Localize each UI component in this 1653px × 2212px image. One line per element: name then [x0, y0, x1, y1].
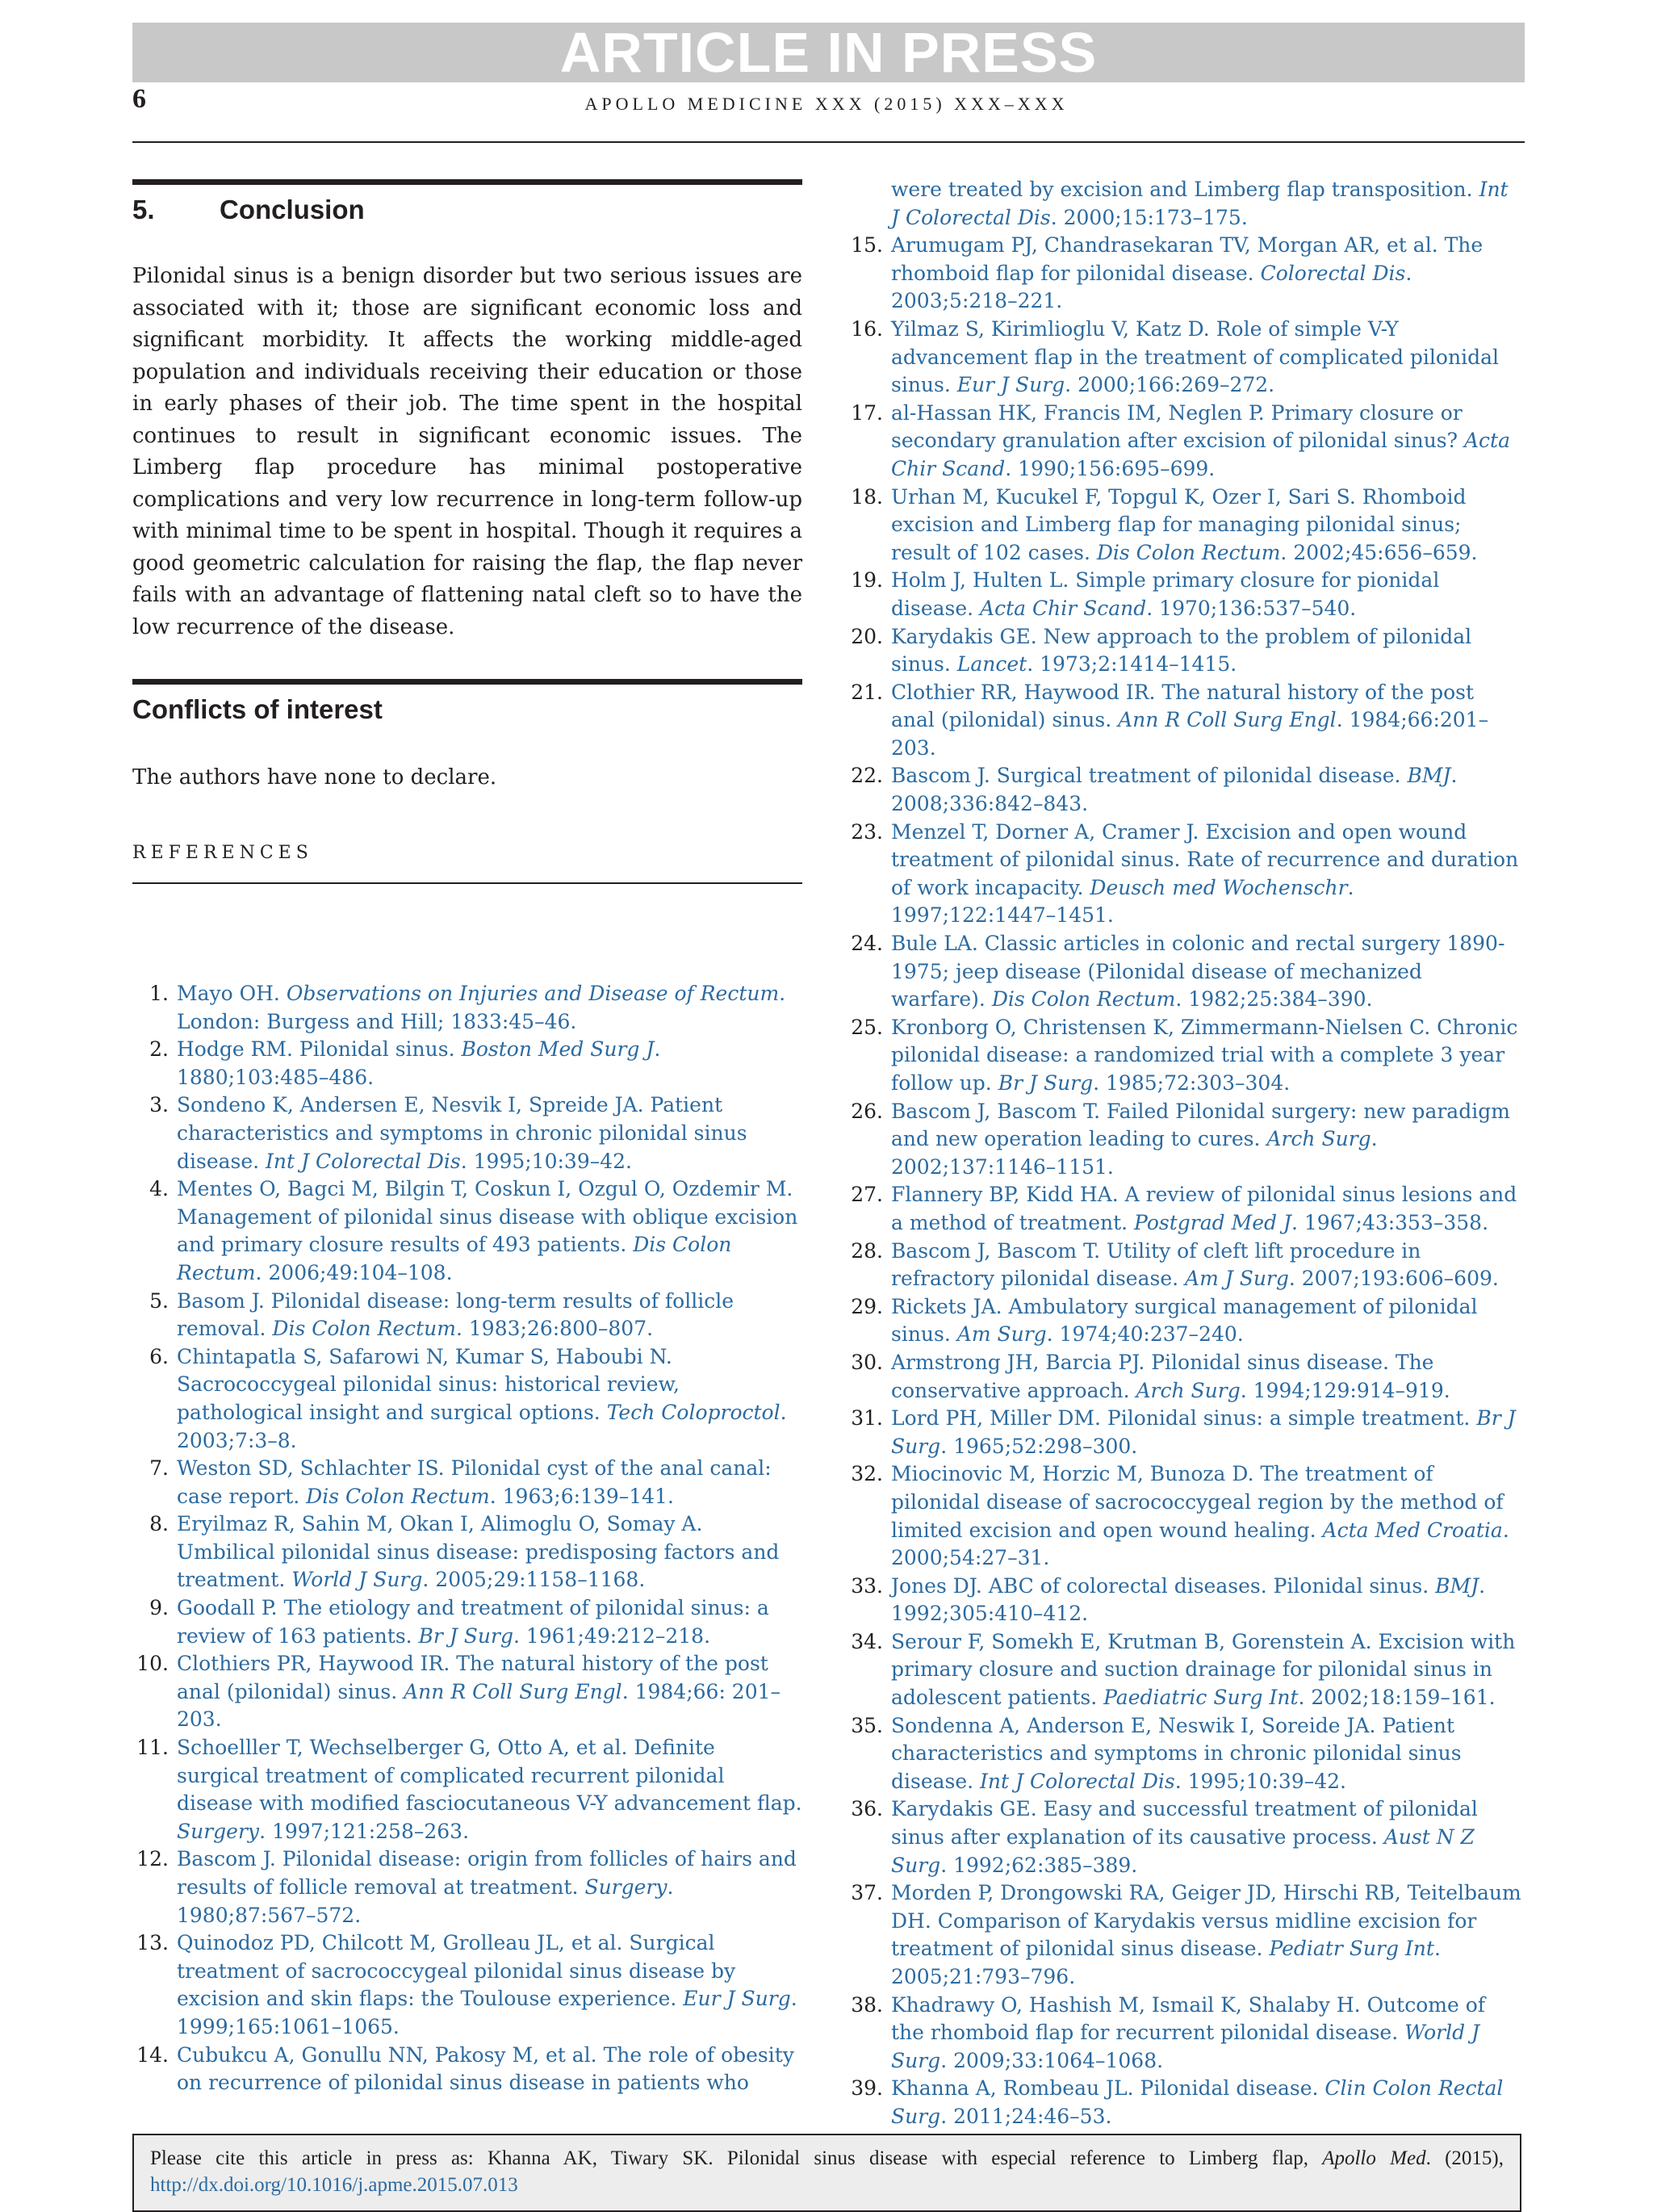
reference-authors-title: Holm J, Hulten L. Simple primary closure for pionidal disease. — [891, 568, 1440, 620]
reference-journal: Br J Surg — [418, 1623, 513, 1648]
reference-journal: Observations on Injuries and Disease of Rectum — [286, 982, 780, 1005]
reference-item[interactable] — [844, 567, 1522, 622]
conclusion-heading — [132, 195, 802, 225]
reference-details: . 1980;87:567–572. — [177, 1875, 674, 1927]
reference-details: . 1973;2:1414–1415. — [1027, 652, 1237, 677]
reference-number: 31. — [851, 1406, 883, 1431]
reference-authors-title: Armstrong JH, Barcia PJ. Pilonidal sinus disease. The conservative approach. — [891, 1350, 1434, 1402]
reference-journal: Ann R Coll Surg Engl — [1118, 708, 1337, 732]
reference-number: 18. — [851, 484, 883, 509]
reference-journal: Br J Surg — [998, 1071, 1094, 1095]
reference-item[interactable] — [844, 1181, 1522, 1237]
reference-authors-title: Clothiers PR, Haywood IR. The natural history of the post anal (pilonidal) sinus. — [177, 1652, 768, 1703]
reference-authors-title: Hodge RM. Pilonidal sinus. — [177, 1037, 462, 1062]
reference-journal: Dis Colon Rectum — [272, 1317, 456, 1341]
reference-details: . 1990;156:695–699. — [1005, 456, 1216, 480]
reference-authors-title: Khanna A, Rombeau JL. Pilonidal disease. — [891, 2076, 1325, 2101]
reference-journal: Am Surg — [956, 1322, 1047, 1347]
reference-text — [891, 1181, 1522, 1237]
section-title: Conclusion — [220, 195, 365, 224]
reference-authors-title: Sondenna A, Anderson E, Neswik I, Soreide JA. Patient characteristics and symptoms in chronic pilonidal sinus disease. — [891, 1713, 1462, 1793]
reference-item[interactable] — [844, 762, 1522, 818]
reference-text — [177, 1091, 802, 1175]
reference-item[interactable] — [844, 1405, 1522, 1460]
reference-authors-title: Miocinovic M, Horzic M, Bunoza D. The treatment of pilonidal disease of sacrococcygeal region by the method of limited excision and open wound healing. — [891, 1462, 1504, 1542]
reference-authors-title: Mentes O, Bagci M, Bilgin T, Coskun I, Ozgul O, Ozdemir M. Management of pilonidal sinus disease with oblique excision and primary closure results of 493 patients. — [177, 1177, 798, 1257]
reference-journal: Lancet — [956, 652, 1027, 677]
reference-details: . 1992;62:385–389. — [940, 1853, 1138, 1877]
reference-text — [891, 2075, 1522, 2130]
reference-journal: Dis Colon Rectum — [306, 1484, 490, 1508]
reference-authors-title: Schoelller T, Wechselberger G, Otto A, et al. Definite surgical treatment of complicated recurrent pilonidal disease with modified fasciocutaneous V-Y advancement flap. — [177, 1736, 802, 1816]
reference-text — [891, 819, 1522, 930]
reference-item[interactable] — [844, 232, 1522, 316]
reference-text — [891, 679, 1522, 763]
reference-authors-title: Cubukcu A, Gonullu NN, Pakosy M, et al. The role of obesity on recurrence of pilonidal sinus disease in patients who — [177, 2042, 794, 2095]
reference-details: . 1984;66:201–203. — [891, 708, 1489, 760]
reference-authors-title: Bule LA. Classic articles in colonic and rectal surgery 1890-1975; jeep disease (Pilonidal disease of mechanized warfare). — [891, 932, 1505, 1012]
reference-authors-title: al-Hassan HK, Francis IM, Neglen P. Primary closure or secondary granulation after excision of pilonidal sinus? — [891, 400, 1464, 453]
reference-details: . 1995;10:39–42. — [460, 1149, 632, 1173]
reference-authors-title: Mayo OH. — [177, 982, 287, 1005]
reference-item[interactable] — [132, 1091, 802, 1175]
reference-text — [177, 1455, 802, 1510]
reference-text — [891, 623, 1522, 679]
reference-text — [177, 1175, 802, 1287]
reference-item[interactable] — [844, 679, 1522, 763]
reference-details: . 1982;25:384–390. — [1175, 987, 1373, 1012]
reference-details: . 2000;54:27–31. — [891, 1518, 1509, 1570]
reference-number: 33. — [851, 1573, 883, 1598]
reference-authors-title: Bascom J. Pilonidal disease: origin from follicles of hairs and results of follicle removal at treatment. — [177, 1847, 797, 1899]
reference-authors-title: Serour F, Somekh E, Krutman B, Gorenstein A. Excision with primary closure and suction drainage for pilonidal sinus in adolescent patients. — [891, 1629, 1516, 1710]
reference-journal: Tech Coloproctol — [606, 1400, 780, 1424]
reference-number: 23. — [851, 819, 883, 844]
reference-text — [891, 1238, 1522, 1293]
reference-item[interactable] — [844, 484, 1522, 568]
reference-text — [891, 762, 1522, 818]
reference-authors-title: Sondeno K, Andersen E, Nesvik I, Spreide JA. Patient characteristics and symptoms in chronic pilonidal sinus disease. — [177, 1093, 747, 1173]
reference-authors-title: Chintapatla S, Safarowi N, Kumar S, Haboubi N. Sacrococcygeal pilonidal sinus: historical review, pathological insight and surgical options. — [177, 1344, 680, 1424]
reference-details: . 2005;21:793–796. — [891, 1937, 1441, 1988]
reference-details: . 2002;137:1146–1151. — [891, 1127, 1378, 1179]
reference-authors-title: Weston SD, Schlachter IS. Pilonidal cyst of the anal canal: case report. — [177, 1456, 772, 1508]
reference-authors-title: Yilmaz S, Kirimlioglu V, Katz D. Role of simple V-Y advancement flap in the treatment of complicated pilonidal sinus. — [891, 316, 1499, 397]
reference-number: 28. — [851, 1238, 883, 1263]
reference-authors-title: Urhan M, Kucukel F, Topgul K, Ozer I, Sari S. Rhomboid excision and Limberg flap for managing pilonidal sinus; result of 102 cases. — [891, 484, 1467, 564]
reference-number: 20. — [851, 624, 883, 648]
reference-journal: Eur J Surg — [683, 1987, 791, 2011]
reference-number: 26. — [851, 1099, 883, 1123]
reference-text — [177, 1288, 802, 1343]
reference-number: 34. — [851, 1629, 883, 1653]
reference-authors-title: Karydakis GE. New approach to the problem of pilonidal sinus. — [891, 624, 1472, 677]
reference-text — [891, 232, 1522, 316]
reference-number: 7. — [149, 1456, 169, 1481]
reference-item[interactable] — [132, 1455, 802, 1510]
reference-number: 1. — [149, 982, 169, 1005]
reference-text — [891, 400, 1522, 484]
reference-authors-title: Khadrawy O, Hashish M, Ismail K, Shalaby H. Outcome of the rhomboid flap for recurrent pilonidal disease. — [891, 1992, 1486, 2045]
reference-details: . 2003;7:3–8. — [177, 1400, 787, 1452]
reference-number: 39. — [851, 2076, 883, 2101]
reference-journal: World J Surg — [291, 1568, 423, 1592]
reference-item[interactable] — [844, 1879, 1522, 1991]
reference-details: . 1961;49:212–218. — [513, 1623, 711, 1648]
conflicts-paragraph: The authors have none to declare. — [132, 765, 497, 790]
reference-details: . 1967;43:353–358. — [1291, 1210, 1489, 1234]
reference-text — [177, 1343, 802, 1455]
reference-details: . 1999;165:1061–1065. — [177, 1987, 797, 2038]
references-list-left — [132, 980, 802, 2097]
reference-number: 14. — [136, 2042, 169, 2067]
reference-text — [891, 1460, 1522, 1572]
reference-text — [891, 1293, 1522, 1349]
reference-item[interactable] — [132, 1594, 802, 1650]
left-column — [132, 179, 802, 884]
reference-item[interactable] — [132, 1650, 802, 1734]
reference-number: 12. — [136, 1847, 169, 1871]
reference-item[interactable] — [132, 1929, 802, 2041]
reference-journal: Eur J Surg — [956, 373, 1065, 397]
reference-journal: Acta Chir Scand — [891, 429, 1510, 480]
reference-item[interactable] — [844, 1014, 1522, 1098]
references-rule — [132, 882, 802, 884]
reference-text — [177, 980, 802, 1036]
reference-journal: Paediatric Surg Int — [1103, 1686, 1299, 1710]
reference-journal: BMJ — [1407, 764, 1451, 788]
reference-item[interactable] — [132, 1343, 802, 1455]
reference-details: . 1974;40:237–240. — [1046, 1322, 1244, 1347]
reference-item[interactable] — [844, 1628, 1522, 1712]
reference-journal: Pediatr Surg Int — [1269, 1937, 1434, 1961]
reference-journal: Int J Colorectal Dis — [266, 1149, 461, 1173]
reference-number: 36. — [851, 1797, 883, 1821]
reference-text — [891, 1795, 1522, 1879]
reference-text — [891, 1992, 1522, 2076]
reference-journal: Acta Med Croatia — [1322, 1518, 1503, 1542]
reference-item[interactable] — [132, 1845, 802, 1929]
reference-text — [891, 1628, 1522, 1712]
reference-text — [891, 1405, 1522, 1460]
section-number: 5. — [132, 195, 155, 224]
reference-text — [891, 1573, 1522, 1628]
reference-number: 21. — [851, 680, 883, 704]
reference-number: 24. — [851, 932, 883, 956]
section-rule — [132, 179, 802, 185]
reference-authors-title: Morden P, Drongowski RA, Geiger JD, Hirschi RB, Teitelbaum DH. Comparison of Karydakis versus midline excision for treatment of pilonidal sinus disease. — [891, 1881, 1521, 1961]
reference-details: . 2002;18:159–161. — [1298, 1686, 1496, 1710]
reference-item[interactable] — [844, 1795, 1522, 1879]
reference-text — [891, 1712, 1522, 1796]
reference-14-continuation[interactable]: were treated by excision and Limberg flap transposition. Int J Colorectal Dis. 2000;15:173–175. — [891, 178, 1509, 229]
reference-details: . 1983;26:800–807. — [456, 1317, 654, 1341]
reference-journal: Clin Colon Rectal Surg — [891, 2076, 1504, 2128]
reference-authors-title: Lord PH, Miller DM. Pilonidal sinus: a simple treatment. — [891, 1406, 1477, 1431]
reference-number: 30. — [851, 1350, 883, 1374]
reference-number: 27. — [851, 1183, 883, 1207]
reference-authors-title: Eryilmaz R, Sahin M, Okan I, Alimoglu O, Somay A. Umbilical pilonidal sinus disease: predisposing factors and treatment. — [177, 1512, 780, 1592]
reference-details: . 2008;336:842–843. — [891, 764, 1458, 816]
reference-item[interactable] — [132, 1036, 802, 1091]
page-number: 6 — [132, 84, 146, 114]
reference-text — [891, 1349, 1522, 1405]
reference-details: . 2007;193:606–609. — [1288, 1267, 1499, 1291]
reference-details: . 2006;49:104–108. — [255, 1260, 453, 1284]
reference-authors-title: Arumugam PJ, Chandrasekaran TV, Morgan AR, et al. The rhomboid flap for pilonidal disease. — [891, 233, 1484, 285]
doi-link[interactable]: http://dx.doi.org/10.1016/j.apme.2015.07.013 — [150, 2174, 518, 2196]
reference-details: . 1984;66: 201–203. — [177, 1679, 781, 1732]
reference-number: 15. — [851, 233, 883, 258]
reference-item[interactable] — [844, 1349, 1522, 1405]
reference-journal: Colorectal Dis — [1260, 261, 1406, 285]
reference-journal: Postgrad Med J — [1134, 1210, 1291, 1234]
reference-details: . 2005;29:1158–1168. — [422, 1568, 646, 1592]
reference-text — [891, 567, 1522, 622]
citation-box: Please cite this article in press as: Khanna AK, Tiwary SK. Pilonidal sinus disease with especial reference to Limberg flap, Apollo Med. (2015), http://dx.doi.org/10.1016/j.apme.2015.07.013 — [132, 2134, 1521, 2212]
conclusion-paragraph: Pilonidal sinus is a benign disorder but two serious issues are associated with it; those are significant economic loss and significant morbidity. It affects the working middle-aged population and individuals receiving their education or those in early phases of their job. The time spent in the hospital continues to result in significant economic issues. The Limberg flap procedure has minimal postoperative complications and very low recurrence in long-term follow-up with minimal time to be spent in hospital. Though it requires a good geometric calculation for raising the flap, the flap never fails with an advantage of flattening natal cleft so to have the low recurrence of the disease. — [132, 264, 802, 639]
reference-authors-title: Jones DJ. ABC of colorectal diseases. Pilonidal sinus. — [891, 1573, 1436, 1598]
reference-journal: Aust N Z Surg — [891, 1825, 1475, 1877]
reference-details: . 2000;166:269–272. — [1065, 373, 1275, 397]
reference-details: . 1985;72:303–304. — [1093, 1071, 1291, 1095]
references-list-right — [844, 176, 1522, 2131]
reference-number: 17. — [851, 400, 883, 425]
reference-text — [177, 1650, 802, 1734]
reference-authors-title: Bascom J, Bascom T. Utility of cleft lift procedure in refractory pilonidal disease. — [891, 1238, 1421, 1291]
reference-journal: Dis Colon Rectum — [1096, 540, 1281, 564]
reference-text — [891, 930, 1522, 1014]
reference-item[interactable] — [844, 1098, 1522, 1182]
reference-details: . 1995;10:39–42. — [1174, 1769, 1346, 1793]
reference-details: . 1997;122:1447–1451. — [891, 875, 1354, 928]
reference-item[interactable] — [132, 1175, 802, 1287]
reference-item[interactable] — [844, 930, 1522, 1014]
reference-authors-title: Goodall P. The etiology and treatment of pilonidal sinus: a review of 163 patients. — [177, 1596, 769, 1648]
header-divider — [132, 141, 1525, 143]
article-in-press-banner: ARTICLE IN PRESS — [132, 23, 1525, 82]
reference-authors-title: Rickets JA. Ambulatory surgical management of pilonidal sinus. — [891, 1294, 1478, 1347]
reference-authors-title: Quinodoz PD, Chilcott M, Grolleau JL, et al. Surgical treatment of sacrococcygeal pilonidal sinus disease by excision and skin flaps: the Toulouse experience. — [177, 1931, 736, 2011]
reference-journal: Arch Surg — [1136, 1378, 1241, 1402]
reference-journal: Dis Colon Rectum — [177, 1233, 732, 1284]
reference-number: 13. — [136, 1931, 169, 1955]
reference-item[interactable] — [132, 1288, 802, 1343]
reference-text — [177, 1036, 802, 1091]
reference-number: 4. — [149, 1177, 169, 1201]
reference-authors-title: Basom J. Pilonidal disease: long-term results of follicle removal. — [177, 1288, 734, 1341]
reference-details: . 2003;5:218–221. — [891, 261, 1412, 313]
reference-journal: Br J Surg — [891, 1406, 1516, 1458]
reference-journal: World J Surg — [891, 2021, 1480, 2072]
reference-item[interactable] — [844, 623, 1522, 679]
reference-authors-title: Clothier RR, Haywood IR. The natural history of the post anal (pilonidal) sinus. — [891, 680, 1475, 732]
reference-number: 37. — [851, 1881, 883, 1905]
reference-text — [177, 1929, 802, 2041]
reference-details: . 1992;305:410–412. — [891, 1573, 1486, 1626]
reference-journal: Ann R Coll Surg Engl — [404, 1679, 622, 1703]
section-rule — [132, 679, 802, 685]
reference-details: . 1965;52:298–300. — [940, 1434, 1138, 1458]
reference-authors-title: Kronborg O, Christensen K, Zimmermann-Nielsen C. Chronic pilonidal disease: a randomized trial with a complete 3 year follow up. — [891, 1015, 1518, 1095]
reference-item[interactable] — [132, 980, 802, 1036]
reference-text — [891, 1098, 1522, 1182]
reference-item[interactable] — [844, 819, 1522, 930]
reference-authors-title: Flannery BP, Kidd HA. A review of pilonidal sinus lesions and a method of treatment. — [891, 1183, 1517, 1234]
reference-item[interactable] — [132, 1510, 802, 1594]
reference-number: 11. — [136, 1736, 169, 1760]
reference-journal: Dis Colon Rectum — [991, 987, 1176, 1012]
reference-number: 8. — [149, 1512, 169, 1536]
reference-text — [891, 484, 1522, 568]
reference-text — [891, 316, 1522, 400]
reference-text — [177, 1594, 802, 1650]
conflicts-heading: Conflicts of interest — [132, 694, 383, 724]
reference-journal: Deusch med Wochenschr — [1090, 875, 1348, 899]
reference-number: 6. — [149, 1344, 169, 1368]
reference-authors-title: Karydakis GE. Easy and successful treatment of pilonidal sinus after explanation of its causative process. — [891, 1797, 1478, 1850]
reference-item[interactable] — [844, 400, 1522, 484]
reference-number: 32. — [851, 1462, 883, 1486]
reference-details: . 1963;6:139–141. — [489, 1484, 674, 1508]
reference-text — [177, 2042, 802, 2097]
references-heading: REFERENCES — [132, 842, 313, 863]
reference-number: 22. — [851, 764, 883, 788]
reference-details: . 1970;136:537–540. — [1146, 596, 1357, 620]
reference-item[interactable] — [844, 2075, 1522, 2130]
reference-details: . 2009;33:1064–1068. — [940, 2048, 1164, 2072]
reference-number: 2. — [149, 1037, 169, 1062]
reference-number: 16. — [851, 316, 883, 341]
reference-details: . 1994;129:914–919. — [1240, 1378, 1450, 1402]
reference-text — [891, 1014, 1522, 1098]
reference-number: 3. — [149, 1093, 169, 1117]
reference-journal: Surgery — [177, 1819, 260, 1843]
reference-text — [177, 1510, 802, 1594]
reference-number: 38. — [851, 1992, 883, 2017]
reference-number: 19. — [851, 568, 883, 593]
reference-number: 5. — [149, 1288, 169, 1313]
reference-authors-title: Bascom J, Bascom T. Failed Pilonidal surgery: new paradigm and new operation leading to cures. — [891, 1099, 1510, 1151]
reference-item[interactable] — [844, 1712, 1522, 1796]
reference-number: 29. — [851, 1294, 883, 1318]
reference-authors-title: Menzel T, Dorner A, Cramer J. Excision and open wound treatment of pilonidal sinus. Rate of recurrence and duration of work incapacity. — [891, 819, 1519, 899]
references-right-items — [844, 232, 1522, 2130]
reference-item[interactable] — [844, 1238, 1522, 1293]
reference-journal: BMJ — [1435, 1573, 1479, 1598]
reference-item[interactable] — [132, 1734, 802, 1845]
reference-details: . London: Burgess and Hill; 1833:45–46. — [177, 982, 786, 1033]
reference-item[interactable] — [844, 1293, 1522, 1349]
reference-journal: Acta Chir Scand — [980, 596, 1147, 620]
reference-details: . 1997;121:258–263. — [259, 1819, 470, 1843]
journal-running-head: APOLLO MEDICINE XXX (2015) XXX–XXX — [584, 94, 1069, 114]
reference-details: . 1880;103:485–486. — [177, 1037, 661, 1089]
reference-journal: Boston Med Surg J — [461, 1037, 655, 1062]
reference-item[interactable] — [844, 1460, 1522, 1572]
reference-journal: Surgery — [584, 1875, 667, 1899]
reference-item[interactable] — [844, 1992, 1522, 2076]
reference-text — [177, 1845, 802, 1929]
reference-number: 10. — [136, 1652, 169, 1676]
reference-item[interactable] — [844, 316, 1522, 400]
reference-journal: Int J Colorectal Dis — [980, 1769, 1175, 1793]
reference-item[interactable] — [132, 2042, 802, 2097]
reference-details: . 2002;45:656–659. — [1280, 540, 1478, 564]
reference-text — [177, 1734, 802, 1845]
reference-journal: Arch Surg — [1266, 1127, 1371, 1151]
reference-details: . 2011;24:46–53. — [940, 2104, 1112, 2128]
reference-text — [891, 1879, 1522, 1991]
reference-item[interactable] — [844, 1573, 1522, 1628]
reference-journal: Am J Surg — [1185, 1267, 1289, 1291]
reference-number: 35. — [851, 1713, 883, 1737]
reference-number: 25. — [851, 1015, 883, 1039]
reference-number: 9. — [149, 1596, 169, 1620]
reference-authors-title: Bascom J. Surgical treatment of pilonidal disease. — [891, 764, 1408, 788]
